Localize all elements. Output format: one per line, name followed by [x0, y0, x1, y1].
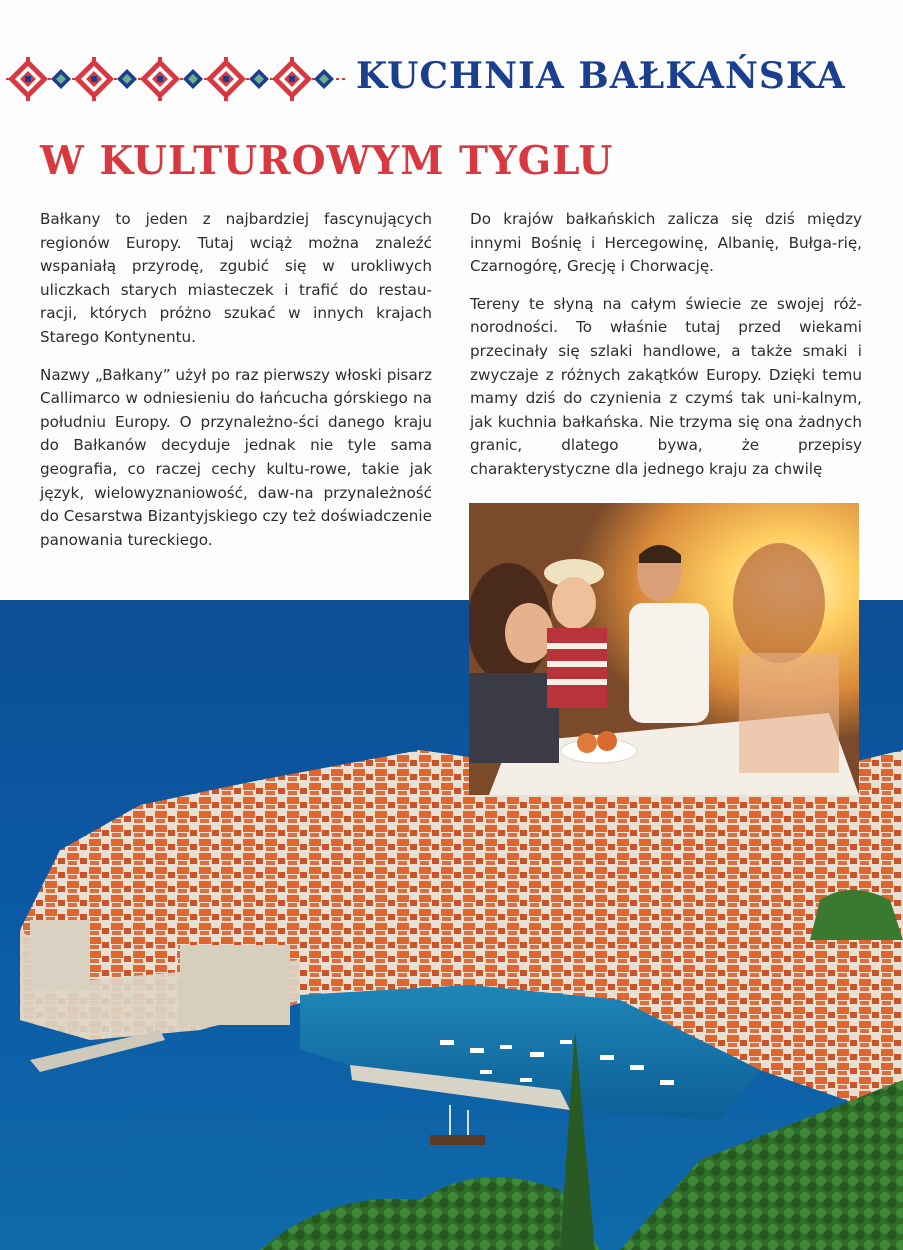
article-heading: W KULTUROWYM TYGLU: [40, 138, 614, 184]
paragraph: Nazwy „Bałkany” użył po raz pierwszy włoski pisarz Callimarco w odniesieniu do łańcucha górskiego na południu Europy. O przynależno-ści danego kraju do Bałkanów decyduje jednak nie tyle sama geografia, co raczej cechy kultu-rowe, takie jak język, wielowyznaniowość, daw-na przynależność do Cesarstwa Bizantyjskiego czy też doświadczenie panowania tureckiego.: [40, 365, 432, 549]
friends-dining-photo: [469, 503, 859, 795]
text-column-right: [470, 208, 862, 496]
paragraph: Tereny te słyną na całym świecie ze swojej róż-norodności. To właśnie tutaj przed wiekami przecinały się szlaki handlowe, a także smaki i zwyczaje z różnych zakątków Europy. Dzięki temu mamy dziś do czynienia z czymś tak uni-kalnym, jak kuchnia bałkańska. Nie trzyma się ona żadnych granic, dlatego bywa, że przepisy charakterystyczne dla jednego kraju za chwilę: [470, 294, 862, 478]
folk-ornament-band: [6, 56, 346, 102]
section-title: KUCHNIA BAŁKAŃSKA: [356, 55, 846, 97]
paragraph: Do krajów bałkańskich zalicza się dziś między innymi Bośnię i Hercegowinę, Albanię, Bułga-rię, Czarnogórę, Grecję i Chorwację.: [470, 210, 862, 276]
text-column-left: [40, 208, 432, 566]
paragraph: Bałkany to jeden z najbardziej fascynujących regionów Europy. Tutaj wciąż można znaleźć wspaniałą przyrodę, zgubić się w urokliwych uliczkach starych miasteczek i trafić do restau-racji, których próżno szukać w innych krajach Starego Kontynentu.: [40, 210, 432, 346]
